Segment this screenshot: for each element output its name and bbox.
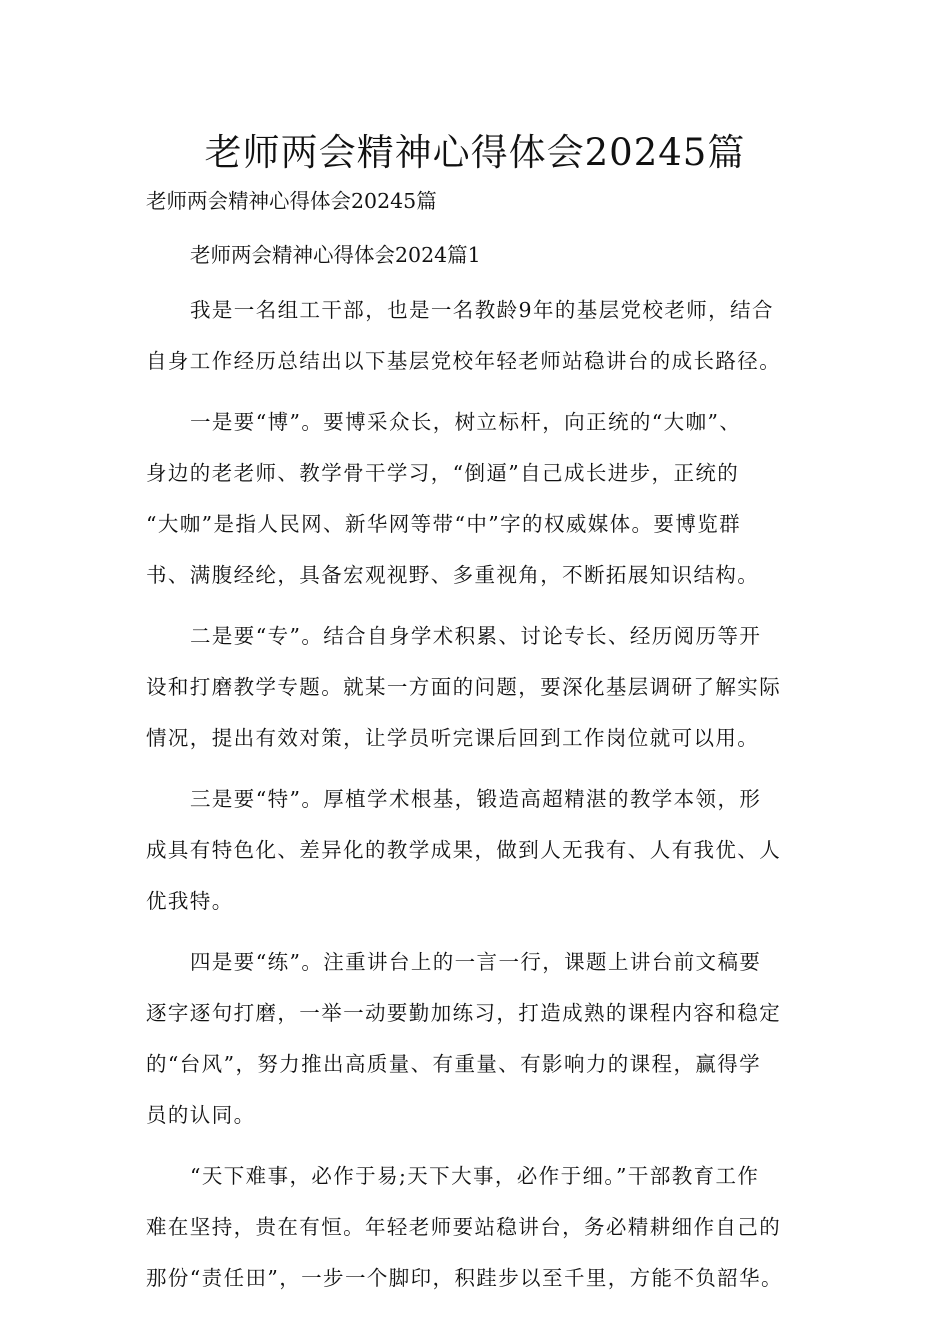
paragraph-6 (146, 1151, 806, 1304)
paragraph-2 (146, 397, 806, 601)
text-line: 一是要“博”。要博采众长，树立标杆，向正统的“大咖”、 (190, 410, 742, 434)
paragraph-5 (146, 937, 806, 1141)
section-heading: 老师两会精神心得体会2024篇1 (190, 243, 481, 267)
text-line: 的“台风”，努力推出高质量、有重量、有影响力的课程，赢得学 (146, 1052, 762, 1076)
text-line: 身边的老老师、教学骨干学习，“倒逼”自己成长进步，正统的 (146, 461, 740, 485)
text-line: 员的认同。 (146, 1103, 256, 1127)
text-line: 二是要“专”。结合自身学术积累、讨论专长、经历阅历等开 (190, 624, 762, 648)
text-line: 自身工作经历总结出以下基层党校年轻老师站稳讲台的成长路径。 (146, 349, 782, 373)
text-line: 那份“责任田”，一步一个脚印，积跬步以至千里，方能不负韶华。 (146, 1266, 783, 1290)
paragraph-1 (146, 285, 806, 387)
text-line: 优我特。 (146, 889, 234, 913)
text-line: “天下难事，必作于易;天下大事，必作于细。”干部教育工作 (190, 1164, 760, 1188)
paragraph-3 (146, 611, 806, 764)
text-line: “大咖”是指人民网、新华网等带“中”字的权威媒体。要博览群 (146, 512, 742, 536)
text-line: 书、满腹经纶，具备宏观视野、多重视角，不断拓展知识结构。 (146, 563, 760, 587)
text-line: 我是一名组工干部，也是一名教龄9年的基层党校老师，结合 (190, 298, 774, 322)
text-line: 成具有特色化、差异化的教学成果，做到人无我有、人有我优、人 (146, 838, 782, 862)
document-title: 老师两会精神心得体会20245篇 (204, 131, 746, 174)
paragraph-4 (146, 774, 806, 927)
text-line: 逐字逐句打磨，一举一动要勤加练习，打造成熟的课程内容和稳定 (146, 1001, 782, 1025)
text-line: 难在坚持，贵在有恒。年轻老师要站稳讲台，务必精耕细作自己的 (146, 1215, 782, 1239)
text-line: 设和打磨教学专题。就某一方面的问题，要深化基层调研了解实际 (146, 675, 782, 699)
text-line: 四是要“练”。注重讲台上的一言一行，课题上讲台前文稿要 (190, 950, 762, 974)
document-subtitle: 老师两会精神心得体会20245篇 (146, 189, 437, 213)
document-body (146, 285, 806, 1314)
text-line: 三是要“特”。厚植学术根基，锻造高超精湛的教学本领，形 (190, 787, 762, 811)
text-line: 情况，提出有效对策，让学员听完课后回到工作岗位就可以用。 (146, 726, 760, 750)
